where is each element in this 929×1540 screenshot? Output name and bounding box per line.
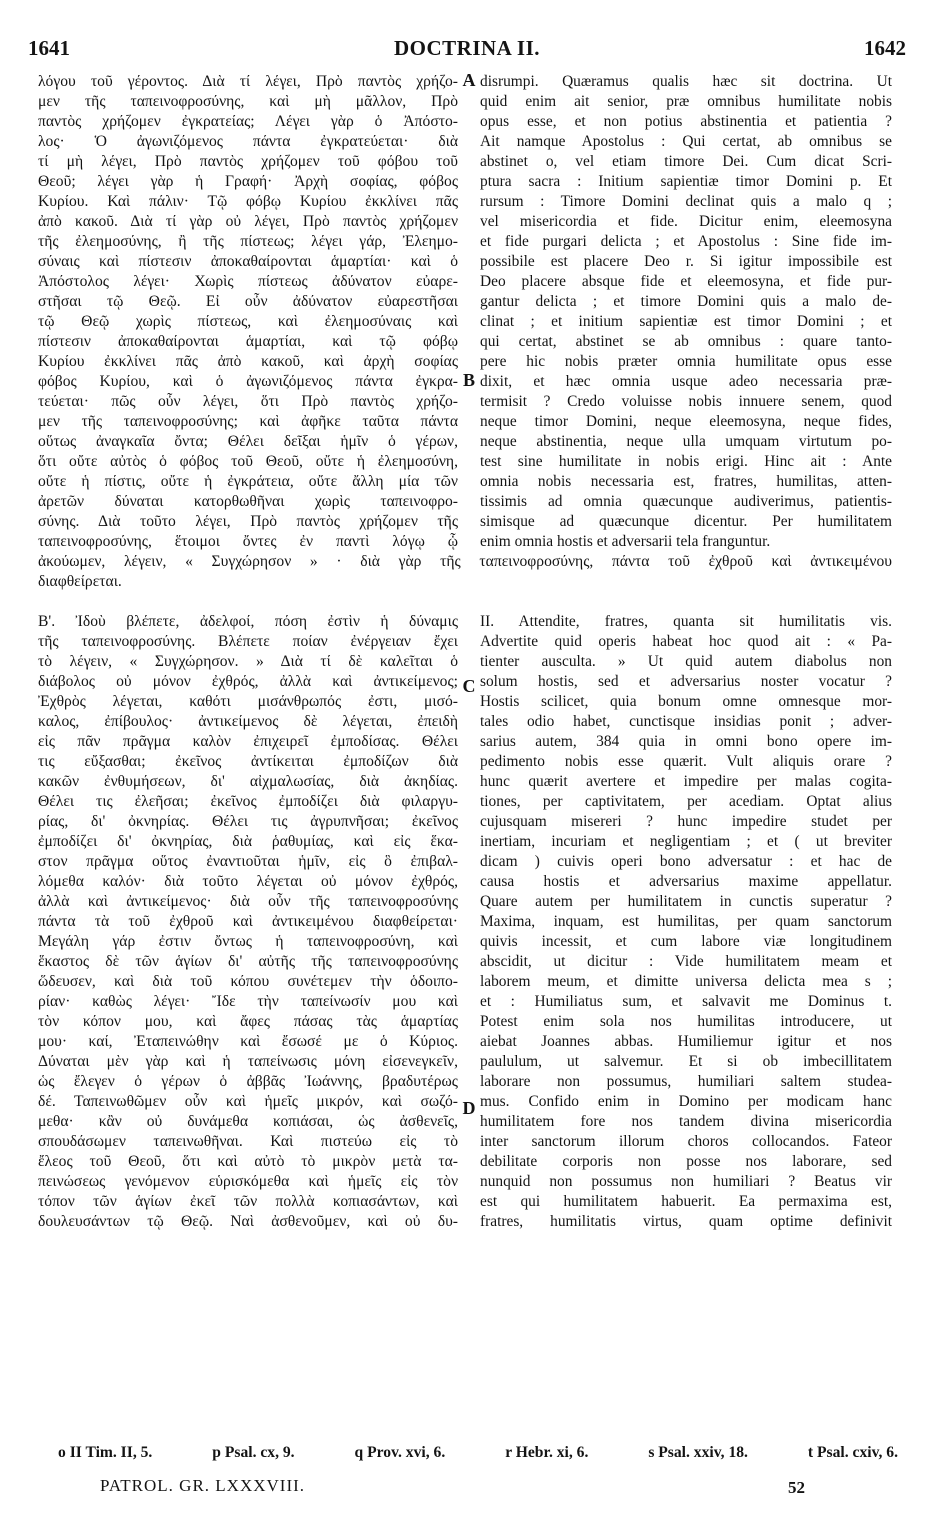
margin-letter-b: B [462,370,475,390]
text-line: οὕτως ἀναγκαῖα ὄντα; Θέλει δεῖξαι ἡμῖν ὁ γέρων, [38,433,458,450]
greek-column-bottom [38,612,458,1232]
text-line: δέ. Ταπεινωθῶμεν οὖν καὶ ἡμεῖς μικρόν, καὶ σωζό- [38,1093,458,1110]
running-header [28,36,906,62]
text-line: possibile est placere Deo r. Si igitur impossibile est [480,253,892,270]
text-line: test sine humilitate in nobis erigi. Hinc ait : Ante [480,453,892,470]
text-line: disrumpi. Quæramus qualis hæc sit doctrina. Ut [480,73,892,90]
text-line: δουλευσάντων τῷ Θεῷ. Ναὶ ἀσθενοῦμεν, καὶ οὐ δυ- [38,1213,458,1230]
text-line: pedimento nobis esse quærit. Vult aliquis orare ? [480,753,892,770]
text-line: σύναις καὶ πίστεσιν ἀποκαθαίρονται ἁμαρτίαι· καὶ ὁ [38,253,458,270]
text-line: μεν τῆς ταπεινοφροσύνης, καὶ μὴ μᾶλλον, Πρὸ [38,93,458,110]
text-line: Κυρίου ἐκκλίνει πᾶς ἀπὸ κακοῦ, καὶ ἀρχὴ σοφίας [38,353,458,370]
text-line: neque timor Domini, neque eleemosyna, neque fides, [480,413,892,430]
text-line: τῆς ἐλεημοσύνης, ἢ τῆς πίστεως; λέγει γάρ, Ἐλεημο- [38,233,458,250]
text-line: τῆς ταπεινοφροσύνης. Βλέπετε ποίαν ἐνέργειαν ἔχει [38,633,458,650]
footnote: r Hebr. xi, 6. [505,1444,589,1461]
header-title: DOCTRINA II. [393,36,541,60]
text-line: στον πρᾶγμα οὕτος ἐναντιοῦται ἡμῖν, εἰς ὃ ἐπιβαλ- [38,853,458,870]
footnote: q Prov. xvi, 6. [354,1444,446,1461]
text-line: humilitatem fore nos tandem divina misericordia [480,1113,892,1130]
text-line: οὔτε ἡ πίστις, οὔτε ἡ ἐγκράτεια, οὔτε ἄλλη μία τῶν [38,473,458,490]
text-line: pere hic nobis præter omnia humilitate opus esse [480,353,892,370]
text-line: Deo placere absque fide et eleemosyna, et fide pur- [480,273,892,290]
text-line: σπουδάσωμεν ταπεινωθῆναι. Καὶ πιστεύω εἰς τὸ [38,1133,458,1150]
text-line: dixit, et hæc omnia usque adeo necessaria præ- [480,373,892,390]
text-line: laborare non possumus, humiliari saltem studea- [480,1073,892,1090]
text-line: simisque ad quæcunque dicentur. Per humilitatem [480,513,892,530]
text-line: καλος, ἐπίβουλος· ἀντικείμενος δὲ λέγεται, ἐπειδὴ [38,713,458,730]
text-line: tiones, per captivitatem, per acediam. Optat alius [480,793,892,810]
text-line: ἐμποδίζει δι' ὀκνηρίας, διὰ ῥαθυμίας, καὶ εἰς ἕκα- [38,833,458,850]
text-line: ἀπὸ κακοῦ. Διὰ τί γὰρ οὐ λέγει, Πρὸ παντὸς χρήζομεν [38,213,458,230]
text-line: παντὸς χρήζομεν ἐγκρατείας; Λέγει γὰρ ὁ Ἀπόστο- [38,113,458,130]
text-line: τῷ Θεῷ χωρὶς πίστεως, καὶ ἐλεημοσύναις καὶ [38,313,458,330]
text-line: dicam ) cuivis operi bono adversatur : et hac de [480,853,892,870]
text-line: ὅτι οὔτε αὐτὸς ὁ φόβος τοῦ Θεοῦ, οὔτε ἡ ἐλεημοσύνη, [38,453,458,470]
text-line: τεύεται· πῶς οὖν λέγει, ὅτι Πρὸ παντὸς χρήζο- [38,393,458,410]
text-line: gantur delicta ; et timore Domini quis a malo de- [480,293,892,310]
text-line: qui certat, abstinet se ab omnibus : quare tanto- [480,333,892,350]
text-line: vel misericordia et fide. Dicitur enim, eleemosyna [480,213,892,230]
margin-letter-c: C [462,676,476,696]
text-line: Hostis scilicet, quia bonum omne omnesque mor- [480,693,892,710]
footnote: t Psal. cxiv, 6. [807,1444,898,1461]
text-line: διάβολος οὐ μόνον ἐχθρός, ἀλλὰ καὶ ἀντικείμενος; [38,673,458,690]
text-line: est qui humilitatem habuerit. Ea permaxima est, [480,1193,892,1210]
text-line: τόπον τῶν ἁγίων ἐκεῖ τῶν πολλὰ κοπιασάντων, καὶ [38,1193,458,1210]
text-line: στῆσαι τῷ Θεῷ. Εἰ οὖν ἀδύνατον εὐαρεστῆσαι [38,293,458,310]
text-line: εἰς πᾶν πρᾶγμα καλὸν ἐπιχειρεῖ ἐμποδίσας. Θέλει [38,733,458,750]
footnote: o II Tim. II, 5. [58,1444,153,1461]
text-line: mus. Confido enim in Domino per modicam hanc [480,1093,892,1110]
text-line: Β'. Ἰδοὺ βλέπετε, ἀδελφοί, πόση ἐστὶν ἡ δύναμις [38,613,458,630]
text-line: πεινώσεως γενόμενον εὑρισκόμεθα καὶ ἡμεῖς εἰς τὸν [38,1173,458,1190]
text-line: solum hostis, sed et adversarius noster vocatur ? [480,673,892,690]
text-line: Ἐχθρὸς λέγεται, καθότι μισάνθρωπός ἐστι, μισό- [38,693,458,710]
latin-column-top [480,72,892,552]
text-line: φόβος Κυρίου, καὶ ὁ ἀγωνιζόμενος πάντα ἐγκρα- [38,373,458,390]
text-line: διαφθείρεται. [38,573,122,590]
text-line: ἕκαστος δὲ τῶν ἁγίων δι' αὐτῆς τῆς ταπεινοφροσύνης [38,953,458,970]
text-line: ἔλεος τοῦ Θεοῦ, ὅτι καὶ αὐτὸ τὸ μικρὸν μετὰ τα- [38,1153,458,1170]
text-line: Advertite quid operis habeat hoc quod ait : « Pa- [480,633,892,650]
text-line: quid enim ait senior, præ omnibus humilitate nobis [480,93,892,110]
text-line: cujusquam misereri ? hunc impedire studet per [480,813,892,830]
text-line: omnia nobis necessaria est, fratres, humilitas, atten- [480,473,892,490]
footnotes [58,1444,898,1462]
text-line: μεν τῆς ταπεινοφροσύνης; καὶ ἀφῆκε ταῦτα πάντα [38,413,458,430]
text-line: Maxima, inquam, est humilitas, per quam sanctorum [480,913,892,930]
text-line: Θεοῦ; λέγει γὰρ ἡ Γραφή· Ἀρχὴ σοφίας, φόβος [38,173,458,190]
text-line: inertiam, incuriam et negligentiam ; et ( ut breviter [480,833,892,850]
text-line: enim omnia hostis et adversarii tela franguntur. [480,533,771,550]
latin-column-bottom [480,612,892,1232]
text-line: et : Humiliatus sum, et salvavit me Dominus t. [480,993,892,1010]
text-line: μεθα· κἂν οὐ δυνάμεθα κοπιάσαι, ὡς ἀσθενεῖς, [38,1113,458,1130]
text-line: κακῶν ἐνθυμήσεων, δι' αἰχμαλωσίας, διὰ ἀκηδίας. [38,773,458,790]
text-line: Ait namque Apostolus : Qui certat, ab omnibus se [480,133,892,150]
text-line: debilitate corporis non posse nos laborare, sed [480,1153,892,1170]
text-line: ἀλλὰ καὶ ἀντικείμενος· διὰ οὖν τῆς ταπεινοφροσύνης [38,893,458,910]
text-line: II. Attendite, fratres, quanta sit humilitatis vis. [480,613,892,630]
text-line: tissimis ad omnia quæcunque audiverimus, patientis- [480,493,892,510]
page-number: 52 [788,1478,805,1497]
text-line: λος· Ὁ ἀγωνιζόμενος πάντα ἐγκρατεύεται· διὰ [38,133,458,150]
text-line: neque abstinentia, neque ulla umquam virtutum po- [480,433,892,450]
text-line: fratres, humilitatis virtus, quam optime definivit [480,1213,892,1230]
greek-column-top [38,72,458,552]
text-line: rursum : Timore Domini declinat quis a malo q ; [480,193,892,210]
text-line: termisit ? Credo voluisse nobis innuere senem, quod [480,393,892,410]
text-line: λόμεθα καλόν· διὰ τοῦτο λέγεται οὐ μόνον ἐχθρός, [38,873,458,890]
patrologia-volume: PATROL. GR. LXXXVIII. [100,1476,306,1495]
text-line: ρίας, δι' ὀκνηρίας. Θέλει τις ἀγρυπνῆσαι; ἐκεῖνος [38,813,458,830]
text-line: Μεγάλη γάρ ἐστιν ὄντως ἡ ταπεινοφροσύνη, καὶ [38,933,458,950]
text-line: Potest enim sola nos humilitas introducere, ut [480,1013,892,1030]
text-line: abstinet o, vel etiam timore Dei. Cum dicat Scri- [480,153,892,170]
greek-full-width-lines [38,552,892,592]
text-line: τὸν κόπον μου, καὶ ἄφες πάσας τὰς ἁμαρτίας [38,1013,458,1030]
footnote: p Psal. cx, 9. [212,1444,295,1461]
text-line: Θέλει τις ἐλεῆσαι; ἐκεῖνος ἐμποδίζει διὰ φιλαργυ- [38,793,458,810]
text-line: τις εὔξασθαι; ἐκεῖνος ἀντίκειται ἐμποδίζων διὰ [38,753,458,770]
text-line: aiebat Joannes abbas. Humiliemur igitur et nos [480,1033,892,1050]
text-line: Κυρίου. Καὶ πάλιν· Τῷ φόβῳ Κυρίου ἐκκλίνει πᾶς [38,193,458,210]
text-line: μου· καί, Ἐταπεινώθην καὶ ἔσωσέ με ὁ Κύριος. [38,1033,458,1050]
text-line: nunquid non possumus non humiliari ? Beatus vir [480,1173,892,1190]
text-line: tales odio habet, cunctisque insidias ponit ; adver- [480,713,892,730]
text-line: quivis incessit, et cum labore viæ longitudinem [480,933,892,950]
margin-letter-a: A [462,70,476,90]
left-column-number: 1641 [28,36,70,60]
text-line: ὥδευσεν, καὶ διὰ τοῦ κόπου συνέτεμεν τὴν ὁδοιπο- [38,973,458,990]
text-line: abscidit, ut dicitur : Vide humilitatem meam et [480,953,892,970]
text-line: opus esse, et non potius abstinentia et patientia ? [480,113,892,130]
text-line: ἀρετῶν δύναται κατορθωθῆναι χωρὶς ταπεινοφρο- [38,493,458,510]
text-line: inter sanctorum illorum choros collocandos. Fateor [480,1133,892,1150]
text-line: tienter ausculta. » Ut quid autem diabolus non [480,653,892,670]
text-line: paululum, ut salvemur. Et si ob imbecillitatem [480,1053,892,1070]
text-line: λόγου τοῦ γέροντος. Διὰ τί λέγει, Πρὸ παντὸς χρήζο- [38,73,458,90]
margin-letter-d: D [462,1098,476,1118]
text-line: ρίαν· καθὼς λέγει· Ἴδε τὴν ταπείνωσίν μου καὶ [38,993,458,1010]
text-line: Quare autem per humilitatem in cunctis superatur ? [480,893,892,910]
text-line: Δύναται μὲν γὰρ καὶ ἡ ταπείνωσις μόνη εἰσενεγκεῖν, [38,1053,458,1070]
text-line: hunc quærit avertere et impedire per malas cogita- [480,773,892,790]
text-line: ptura sacra : Initium sapientiæ timor Domini p. Et [480,173,892,190]
text-line: πίστεσιν ἀποκαθαίρονται ἁμαρτίαι, καὶ τῷ φόβῳ [38,333,458,350]
text-line: σύνης. Διὰ τοῦτο λέγει, Πρὸ παντὸς χρήζομεν τῆς [38,513,458,530]
text-line: laborem meum, et dimitte universa delicta mea s ; [480,973,892,990]
text-line: ταπεινοφροσύνης, ἕτοιμοι ὄντες ἐν παντὶ λόγῳ ᾧ [38,533,458,550]
text-line: causa hostis et adversarius maxime appellatur. [480,873,892,890]
footnote: s Psal. xxiv, 18. [648,1444,748,1461]
text-line: et fide purgari delicta ; et Apostolus : Sine fide im- [480,233,892,250]
text-line: τὸ λέγειν, « Συγχώρησον. » Διὰ τί δὲ καλεῖται ὁ [38,653,458,670]
text-line: ἀκούωμεν, λέγειν, « Συγχώρησον » · διὰ γὰρ τῆς ταπεινοφροσύνης, πάντα τοῦ ἐχθροῦ καὶ ἀντικειμένου [38,553,892,570]
text-line: τί μὴ λέγει, Πρὸ παντὸς χρήζομεν τοῦ φόβου τοῦ [38,153,458,170]
right-column-number: 1642 [864,36,906,60]
text-line: Ἀπόστολος λέγει· Χωρὶς πίστεως ἀδύνατον εὐαρε- [38,273,458,290]
text-line: πάντα τὰ τοῦ ἐχθροῦ καὶ ἀντικειμένου διαφθείρεται· [38,913,458,930]
text-line: ὡς ἔλεγεν ὁ γέρων ὁ ἀββᾶς Ἰωάννης, βραδυτέρως [38,1073,458,1090]
text-line: clinat ; et initium sapientiæ est timor Domini ; et [480,313,892,330]
text-line: sarius autem, 384 quia in omni bono opere im- [480,733,892,750]
